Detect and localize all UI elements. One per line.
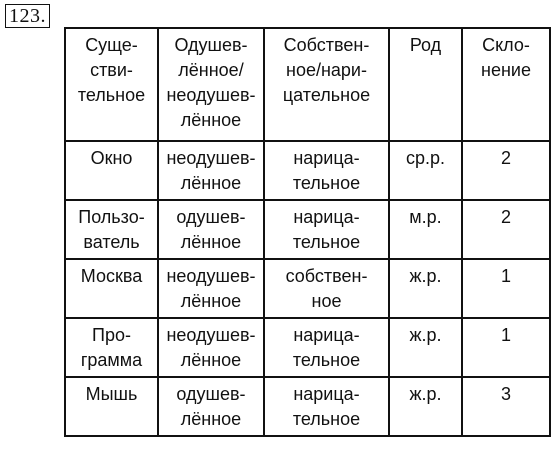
noun-analysis-table — [64, 27, 551, 437]
cell-line: неодушев- — [166, 325, 256, 345]
declension-cell — [462, 318, 550, 377]
cell-line: Одушев- — [174, 35, 248, 55]
noun-cell — [65, 200, 158, 259]
table-row — [65, 318, 550, 377]
table-row — [65, 200, 550, 259]
animacy-cell — [158, 377, 264, 436]
cell-line: нарица- — [293, 384, 360, 404]
cell-line: Род — [409, 35, 442, 55]
task-number: 123. — [5, 4, 50, 28]
noun-cell — [65, 318, 158, 377]
cell-line: лённое — [180, 110, 242, 130]
cell-line: лённое — [180, 232, 242, 252]
noun-cell — [65, 259, 158, 318]
table-row — [65, 141, 550, 200]
table-row — [65, 259, 550, 318]
header-cell-gender — [389, 28, 462, 141]
cell-line: нарица- — [293, 325, 360, 345]
cell-line: нарица- — [293, 148, 360, 168]
proper-common-cell — [264, 377, 389, 436]
header-cell-declension — [462, 28, 550, 141]
gender-cell — [389, 141, 462, 200]
cell-line: лённое — [180, 409, 242, 429]
cell-line: 1 — [500, 266, 511, 286]
gender-cell — [389, 259, 462, 318]
proper-common-cell — [264, 141, 389, 200]
cell-line: одушев- — [176, 207, 246, 227]
cell-line: ж.р. — [409, 325, 442, 345]
cell-line: ср.р. — [405, 148, 446, 168]
cell-line: тельное — [292, 173, 361, 193]
cell-line: тельное — [77, 85, 146, 105]
cell-line: 2 — [500, 207, 511, 227]
declension-cell — [462, 377, 550, 436]
cell-line: 1 — [500, 325, 511, 345]
gender-cell — [389, 318, 462, 377]
cell-line: 3 — [500, 384, 511, 404]
cell-line: ж.р. — [409, 384, 442, 404]
cell-line: Про- — [92, 325, 131, 345]
animacy-cell — [158, 200, 264, 259]
cell-line: лённое — [180, 350, 242, 370]
declension-cell — [462, 141, 550, 200]
animacy-cell — [158, 318, 264, 377]
cell-line: Москва — [80, 266, 143, 286]
cell-line: нарица- — [293, 207, 360, 227]
cell-line: неодушев- — [166, 266, 256, 286]
cell-line: Суще- — [85, 35, 138, 55]
cell-line: ватель — [83, 232, 140, 252]
cell-line: цательное — [282, 85, 371, 105]
cell-line: Окно — [90, 148, 133, 168]
cell-line: лённое — [180, 173, 242, 193]
animacy-cell — [158, 141, 264, 200]
table-header-row — [65, 28, 550, 141]
proper-common-cell — [264, 200, 389, 259]
gender-cell — [389, 200, 462, 259]
cell-line: стви- — [90, 60, 133, 80]
cell-line: Собствен- — [283, 35, 370, 55]
declension-cell — [462, 200, 550, 259]
cell-line: м.р. — [409, 207, 442, 227]
cell-line: лённое/ — [178, 60, 244, 80]
cell-line: тельное — [292, 350, 361, 370]
cell-line: неодушев- — [166, 85, 256, 105]
cell-line: Мышь — [85, 384, 138, 404]
gender-cell — [389, 377, 462, 436]
table-row — [65, 377, 550, 436]
cell-line: ж.р. — [409, 266, 442, 286]
header-cell-animacy — [158, 28, 264, 141]
cell-line: Скло- — [482, 35, 530, 55]
cell-line: Пользо- — [78, 207, 145, 227]
cell-line: 2 — [500, 148, 511, 168]
cell-line: одушев- — [176, 384, 246, 404]
cell-line: лённое — [180, 291, 242, 311]
cell-line: ное — [311, 291, 342, 311]
declension-cell — [462, 259, 550, 318]
cell-line: собствен- — [285, 266, 368, 286]
proper-common-cell — [264, 259, 389, 318]
header-cell-proper-common — [264, 28, 389, 141]
cell-line: грамма — [80, 350, 143, 370]
animacy-cell — [158, 259, 264, 318]
proper-common-cell — [264, 318, 389, 377]
noun-cell — [65, 377, 158, 436]
noun-cell — [65, 141, 158, 200]
cell-line: тельное — [292, 232, 361, 252]
cell-line: ное/нари- — [286, 60, 367, 80]
cell-line: неодушев- — [166, 148, 256, 168]
cell-line: тельное — [292, 409, 361, 429]
header-cell-noun — [65, 28, 158, 141]
cell-line: нение — [481, 60, 531, 80]
